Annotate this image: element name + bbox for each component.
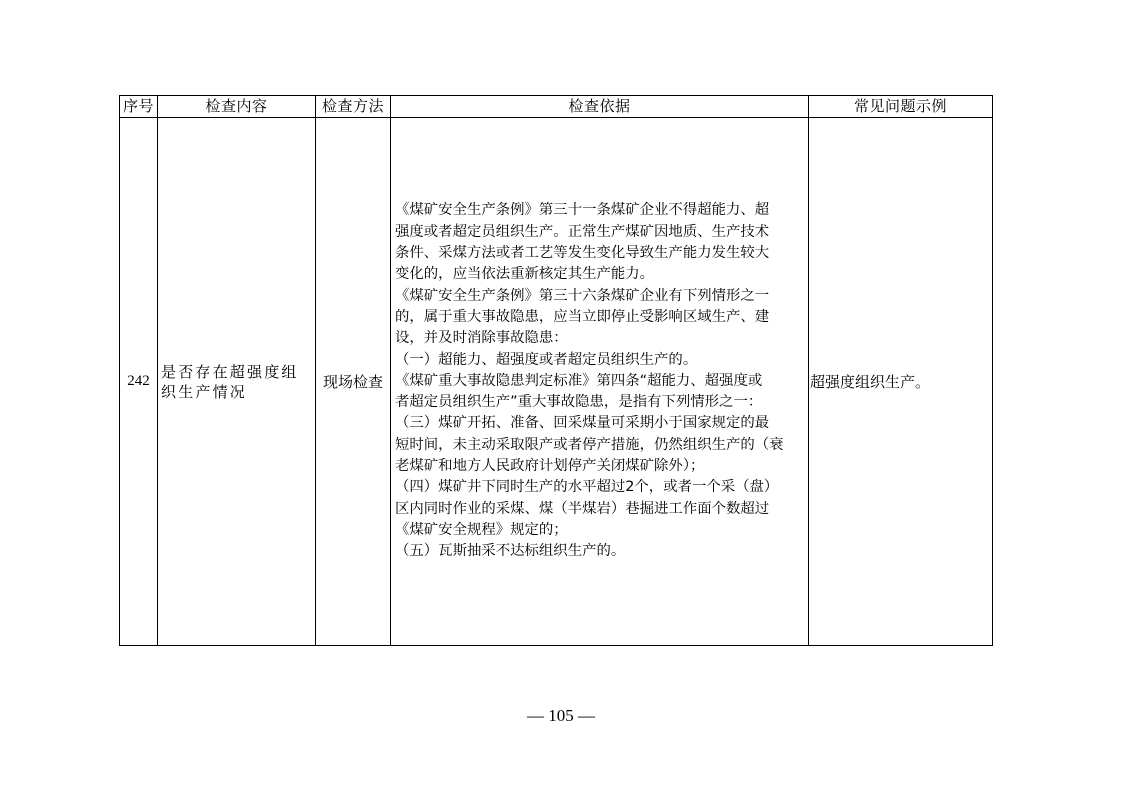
cell-basis — [391, 118, 809, 646]
header-method: 检查方法 — [316, 96, 391, 118]
basis-line: （五）瓦斯抽采不达标组织生产的。 — [395, 543, 626, 560]
basis-line: 短时间，未主动采取限产或者停产措施，仍然组织生产的（衰 — [395, 436, 784, 453]
basis-line: 《煤矿安全规程》规定的； — [395, 521, 568, 538]
basis-line: 条件、采煤方法或者工艺等发生变化导致生产能力发生较大 — [395, 245, 770, 262]
cell-method: 现场检查 — [316, 118, 391, 646]
basis-line: （四）煤矿井下同时生产的水平超过2个，或者一个采（盘） — [395, 479, 779, 496]
header-example: 常见问题示例 — [809, 96, 993, 118]
table-header-row — [120, 96, 993, 118]
basis-line: 《煤矿重大事故隐患判定标准》第四条“超能力、超强度或 — [395, 372, 763, 389]
basis-line: 的，属于重大事故隐患，应当立即停止受影响区域生产、建 — [395, 308, 770, 325]
basis-line: （三）煤矿开拓、准备、回采煤量可采期小于国家规定的最 — [395, 415, 770, 432]
basis-line: （一）超能力、超强度或者超定员组织生产的。 — [395, 351, 698, 368]
basis-line: 老煤矿和地方人民政府计划停产关闭煤矿除外）； — [395, 458, 705, 475]
basis-line: 《煤矿安全生产条例》第三十一条煤矿企业不得超能力、超 — [395, 202, 770, 219]
basis-line: 《煤矿安全生产条例》第三十六条煤矿企业有下列情形之一 — [395, 287, 770, 304]
header-no: 序号 — [120, 96, 158, 118]
table-row — [120, 118, 993, 646]
cell-no: 242 — [120, 118, 158, 646]
cell-content: 是否存在超强度组织生产情况 — [158, 118, 316, 646]
basis-line: 强度或者超定员组织生产。正常生产煤矿因地质、生产技术 — [395, 223, 770, 240]
basis-line: 设，并及时消除事故隐患： — [395, 330, 568, 347]
header-content: 检查内容 — [158, 96, 316, 118]
basis-line: 变化的，应当依法重新核定其生产能力。 — [395, 266, 655, 283]
page-number: — 105 — — [527, 706, 595, 725]
basis-line: 者超定员组织生产”重大事故隐患，是指有下列情形之一： — [395, 394, 763, 411]
inspection-table — [119, 95, 993, 646]
cell-example: 超强度组织生产。 — [809, 118, 993, 646]
basis-line: 区内同时作业的采煤、煤（半煤岩）巷掘进工作面个数超过 — [395, 500, 770, 517]
header-basis: 检查依据 — [391, 96, 809, 118]
